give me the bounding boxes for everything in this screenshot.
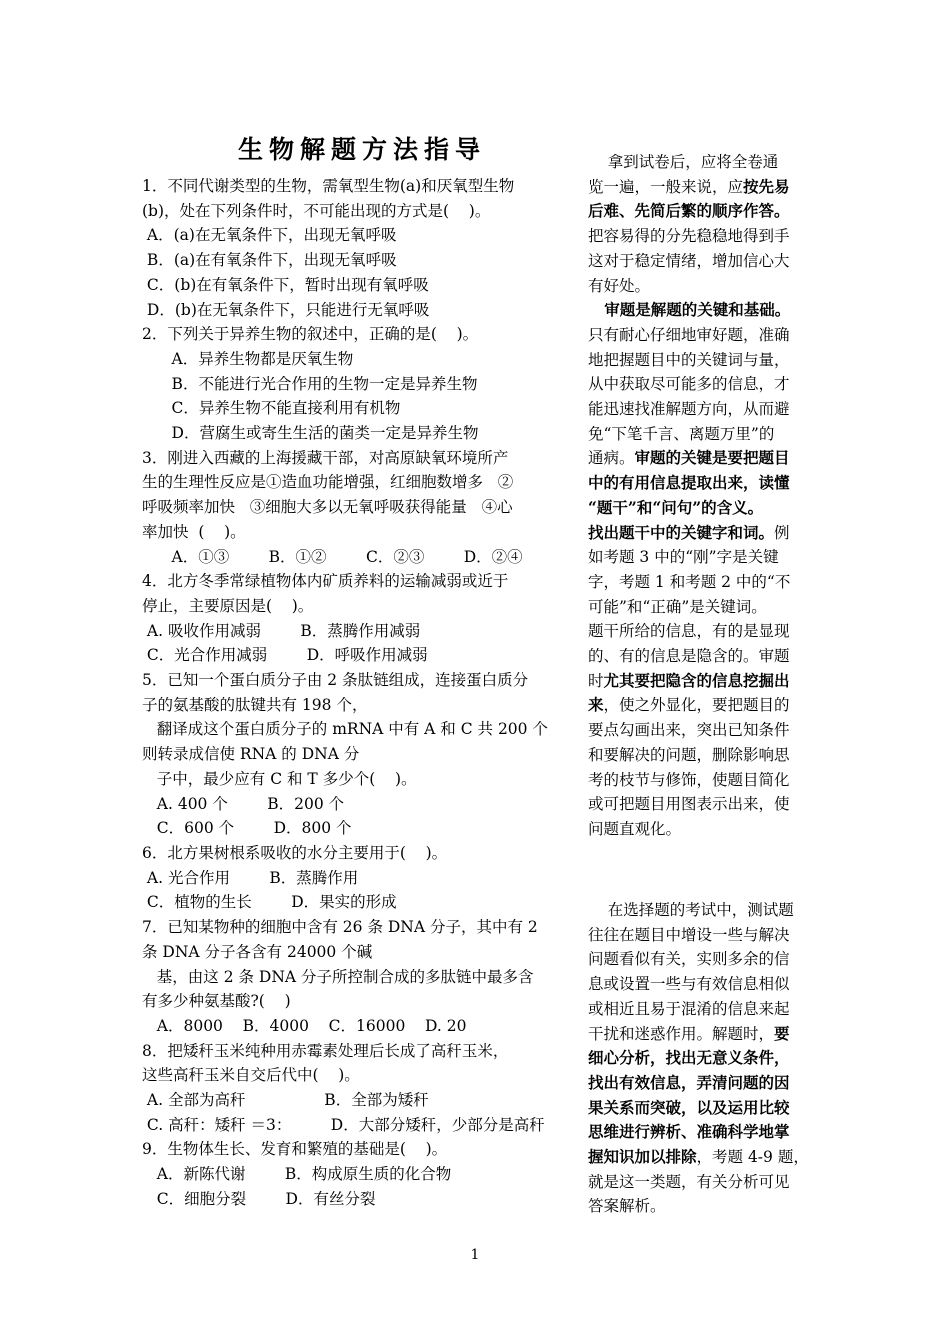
question-line: 呼吸频率加快 ③细胞大多以无氧呼吸获得能量 ④心 <box>142 498 513 517</box>
tip-emphasis-text: “题干”和“问句”的含义。 <box>588 497 764 517</box>
tip-text: 问题看似有关，实则多余的信 <box>588 950 790 969</box>
tip-line <box>588 997 814 1022</box>
tip-text: ，使之外显化，要把题目的 <box>603 696 790 715</box>
tip-text: 通病。 <box>588 449 635 468</box>
question-line: A．①③ B．①② C．②③ D．②④ <box>142 547 523 566</box>
tip-text: 免“下笔千言、离题万里”的 <box>588 424 775 443</box>
question-line: 有多少种氨基酸?( ) <box>142 992 291 1011</box>
question-line: 子的氨基酸的肽键共有 198 个， <box>142 695 368 714</box>
tip-line <box>588 1022 814 1047</box>
tip-text: 题干所给的信息，有的是显现 <box>588 622 790 641</box>
tip-line <box>588 199 814 224</box>
tip-emphasis-text: 按先易 <box>743 176 790 196</box>
tip-text: 息或设置一些与有效信息相似 <box>588 975 790 994</box>
tip-line <box>588 397 814 422</box>
tip-text: 就是这一类题，有关分析可见 <box>588 1172 790 1191</box>
tip-line <box>588 496 814 521</box>
tip-text: 这对于稳定情绪，增加信心大 <box>588 251 790 270</box>
tip-emphasis-text: 中的有用信息提取出来，读懂 <box>588 473 790 493</box>
tip-line <box>588 298 814 323</box>
tip-text: 或相近且易于混淆的信息来起 <box>588 999 790 1018</box>
question-line: 5．已知一个蛋白质分子由 2 条肽链组成，连接蛋白质分 <box>142 671 529 690</box>
tip-text: 问题直观化。 <box>588 819 682 838</box>
question-line: 子中，最少应有 C 和 T 多少个( )。 <box>142 769 417 788</box>
tip-line <box>588 595 814 620</box>
tip-line <box>588 348 814 373</box>
tip-line <box>588 545 814 570</box>
tip-emphasis-text: 找出有效信息，弄清问题的因 <box>588 1072 790 1092</box>
question-line: 基，由这 2 条 DNA 分子所控制合成的多肽链中最多含 <box>142 967 534 986</box>
question-line: 3．刚进入西藏的上海援藏干部，对高原缺氧环境所产 <box>142 448 509 467</box>
tip-line <box>588 1145 814 1170</box>
question-line: C．植物的生长 D．果实的形成 <box>142 893 397 912</box>
tip-line <box>588 521 814 546</box>
question-line: A．异养生物都是厌氧生物 <box>142 349 354 368</box>
question-line: 7．已知某物种的细胞中含有 26 条 DNA 分子，其中有 2 <box>142 918 538 937</box>
tip-line <box>588 249 814 274</box>
question-line: 6．北方果树根系吸收的水分主要用于( )。 <box>142 843 448 862</box>
question-line: 率加快 ( )。 <box>142 522 246 541</box>
tips-block-reading <box>588 150 814 842</box>
tip-text: 考的枝节与修饰，使题目简化 <box>588 770 790 789</box>
tip-text: 干扰和迷惑作用。解题时， <box>588 1024 775 1043</box>
question-line: (b)，处在下列条件时，不可能出现的方式是( )。 <box>142 201 491 220</box>
tip-line <box>588 323 814 348</box>
question-line: A. 光合作用 B．蒸腾作用 <box>142 868 359 887</box>
tip-emphasis-text: 细心分析，找出无意义条件， <box>588 1048 790 1068</box>
tip-text: 地把握题目中的关键词与量， <box>588 350 790 369</box>
tip-text: 字，考题 1 和考题 2 中的“不 <box>588 572 791 591</box>
tip-emphasis-text: 来 <box>588 695 604 715</box>
tip-line <box>588 446 814 471</box>
question-line: 翻译成这个蛋白质分子的 mRNA 中有 A 和 C 共 200 个 <box>142 720 548 739</box>
tip-line <box>588 743 814 768</box>
question-line: 这些高秆玉米自交后代中( )。 <box>142 1066 360 1085</box>
page-title: 生物解题方法指导 <box>238 135 487 164</box>
tip-text: 时 <box>588 671 604 690</box>
tip-line <box>588 972 814 997</box>
question-line: C．光合作用减弱 D．呼吸作用减弱 <box>142 646 428 665</box>
question-line: C．细胞分裂 D．有丝分裂 <box>142 1189 376 1208</box>
question-line: C．(b)在有氧条件下，暂时出现有氧呼吸 <box>142 275 429 294</box>
tip-line <box>588 1046 814 1071</box>
question-line: B．(a)在有氧条件下，出现无氧呼吸 <box>142 251 397 270</box>
question-line: C. 高秆：矮秆 ＝3： D．大部分矮秆，少部分是高秆 <box>142 1115 545 1134</box>
question-line: A．8000 B．4000 C．16000 D. 20 <box>142 1016 467 1035</box>
tip-line <box>588 768 814 793</box>
tip-line <box>588 619 814 644</box>
question-line: D．(b)在无氧条件下，只能进行无氧呼吸 <box>142 300 430 319</box>
tip-line <box>588 570 814 595</box>
tip-line <box>588 1194 814 1219</box>
tip-line <box>588 792 814 817</box>
tip-line <box>588 1120 814 1145</box>
tip-emphasis-text: 要 <box>774 1023 790 1043</box>
question-line: 条 DNA 分子各含有 24000 个碱 <box>142 942 373 961</box>
tip-text: 要点勾画出来，突出已知条件 <box>588 721 790 740</box>
tip-text: 的、有的信息是隐含的。审题 <box>588 647 790 666</box>
tip-line <box>588 947 814 972</box>
tip-emphasis-text: 握知识加以排除 <box>588 1147 697 1167</box>
question-line: A．新陈代谢 B．构成原生质的化合物 <box>142 1165 452 1184</box>
tip-line <box>588 1170 814 1195</box>
tip-line <box>588 422 814 447</box>
tip-line <box>588 718 814 743</box>
tip-emphasis-text: 找出题干中的关键字和词。 <box>588 522 775 542</box>
tip-text: ，考题 4-9 题， <box>696 1148 809 1167</box>
tip-text: 往往在题目中增设一些与解决 <box>588 925 790 944</box>
tip-emphasis-text: 思维进行辨析、准确科学地掌 <box>588 1122 790 1142</box>
tip-text: 或可把题目用图表示出来，使 <box>588 795 790 814</box>
question-line: 生的生理性反应是①造血功能增强，红细胞数增多 ② <box>142 473 514 492</box>
tip-emphasis-text: 尤其要把隐含的信息挖掘出 <box>603 670 790 690</box>
tip-line <box>588 898 814 923</box>
page-number: 1 <box>470 1247 480 1263</box>
tip-emphasis-text: 审题是解题的关键和基础。 <box>588 300 791 320</box>
tip-text: 如考题 3 中的“刚”字是关键 <box>588 548 779 567</box>
question-line: A. 400 个 B．200 个 <box>142 794 345 813</box>
question-line: A．(a)在无氧条件下，出现无氧呼吸 <box>142 226 397 245</box>
questions-column <box>142 174 558 1212</box>
tip-text: 从中获取尽可能多的信息，才 <box>588 375 790 394</box>
tip-text: 把容易得的分先稳稳地得到手 <box>588 227 790 246</box>
question-line: 停止，主要原因是( )。 <box>142 596 314 615</box>
question-line: A. 全部为高秆 B．全部为矮秆 <box>142 1091 429 1110</box>
tip-line <box>588 471 814 496</box>
tip-text: 可能”和“正确”是关键词。 <box>588 597 767 616</box>
tip-line <box>588 150 814 175</box>
tip-line <box>588 372 814 397</box>
tip-line <box>588 175 814 200</box>
tip-text: 答案解析。 <box>588 1197 666 1216</box>
question-line: 4．北方冬季常绿植物体内矿质养料的运输减弱或近于 <box>142 572 509 591</box>
question-line: 则转录成信使 RNA 的 DNA 分 <box>142 745 360 764</box>
question-line: B．不能进行光合作用的生物一定是异养生物 <box>142 374 478 393</box>
tip-text: 在选择题的考试中，测试题 <box>588 901 794 919</box>
tip-emphasis-text: 后难、先简后繁的顺序作答。 <box>588 201 790 221</box>
tip-line <box>588 644 814 669</box>
tip-line <box>588 923 814 948</box>
tip-text: 例 <box>774 523 790 542</box>
question-line: C．异养生物不能直接利用有机物 <box>142 399 401 418</box>
tip-emphasis-text: 审题的关键是要把题目 <box>634 448 790 468</box>
tip-line <box>588 1071 814 1096</box>
question-line: 8．把矮秆玉米纯种用赤霉素处理后长成了高秆玉米， <box>142 1041 509 1060</box>
question-line: 2．下列关于异养生物的叙述中，正确的是( )。 <box>142 325 479 344</box>
tip-line <box>588 224 814 249</box>
tip-text: 能迅速找准解题方向，从而避 <box>588 400 790 419</box>
tip-text: 拿到试卷后，应将全卷通 <box>588 153 779 171</box>
tip-line <box>588 669 814 694</box>
tip-text: 只有耐心仔细地审好题，准确 <box>588 325 790 344</box>
question-line: 1．不同代谢类型的生物，需氧型生物(a)和厌氧型生物 <box>142 177 515 195</box>
tips-block-distractors <box>588 898 814 1219</box>
tip-text: 览一遍，一般来说，应 <box>588 177 744 196</box>
question-line: D．营腐生或寄生生活的菌类一定是异养生物 <box>142 424 479 443</box>
tip-line <box>588 274 814 299</box>
question-line: A. 吸收作用减弱 B．蒸腾作用减弱 <box>142 621 421 640</box>
tip-line <box>588 1096 814 1121</box>
tip-text: 有好处。 <box>588 276 651 295</box>
tip-emphasis-text: 果关系而突破，以及运用比较 <box>588 1097 790 1117</box>
tip-line <box>588 817 814 842</box>
question-line: C．600 个 D．800 个 <box>142 819 352 838</box>
tip-text: 和要解决的问题，删除影响思 <box>588 745 790 764</box>
question-line: 9．生物体生长、发育和繁殖的基础是( )。 <box>142 1140 448 1159</box>
tip-line <box>588 693 814 718</box>
